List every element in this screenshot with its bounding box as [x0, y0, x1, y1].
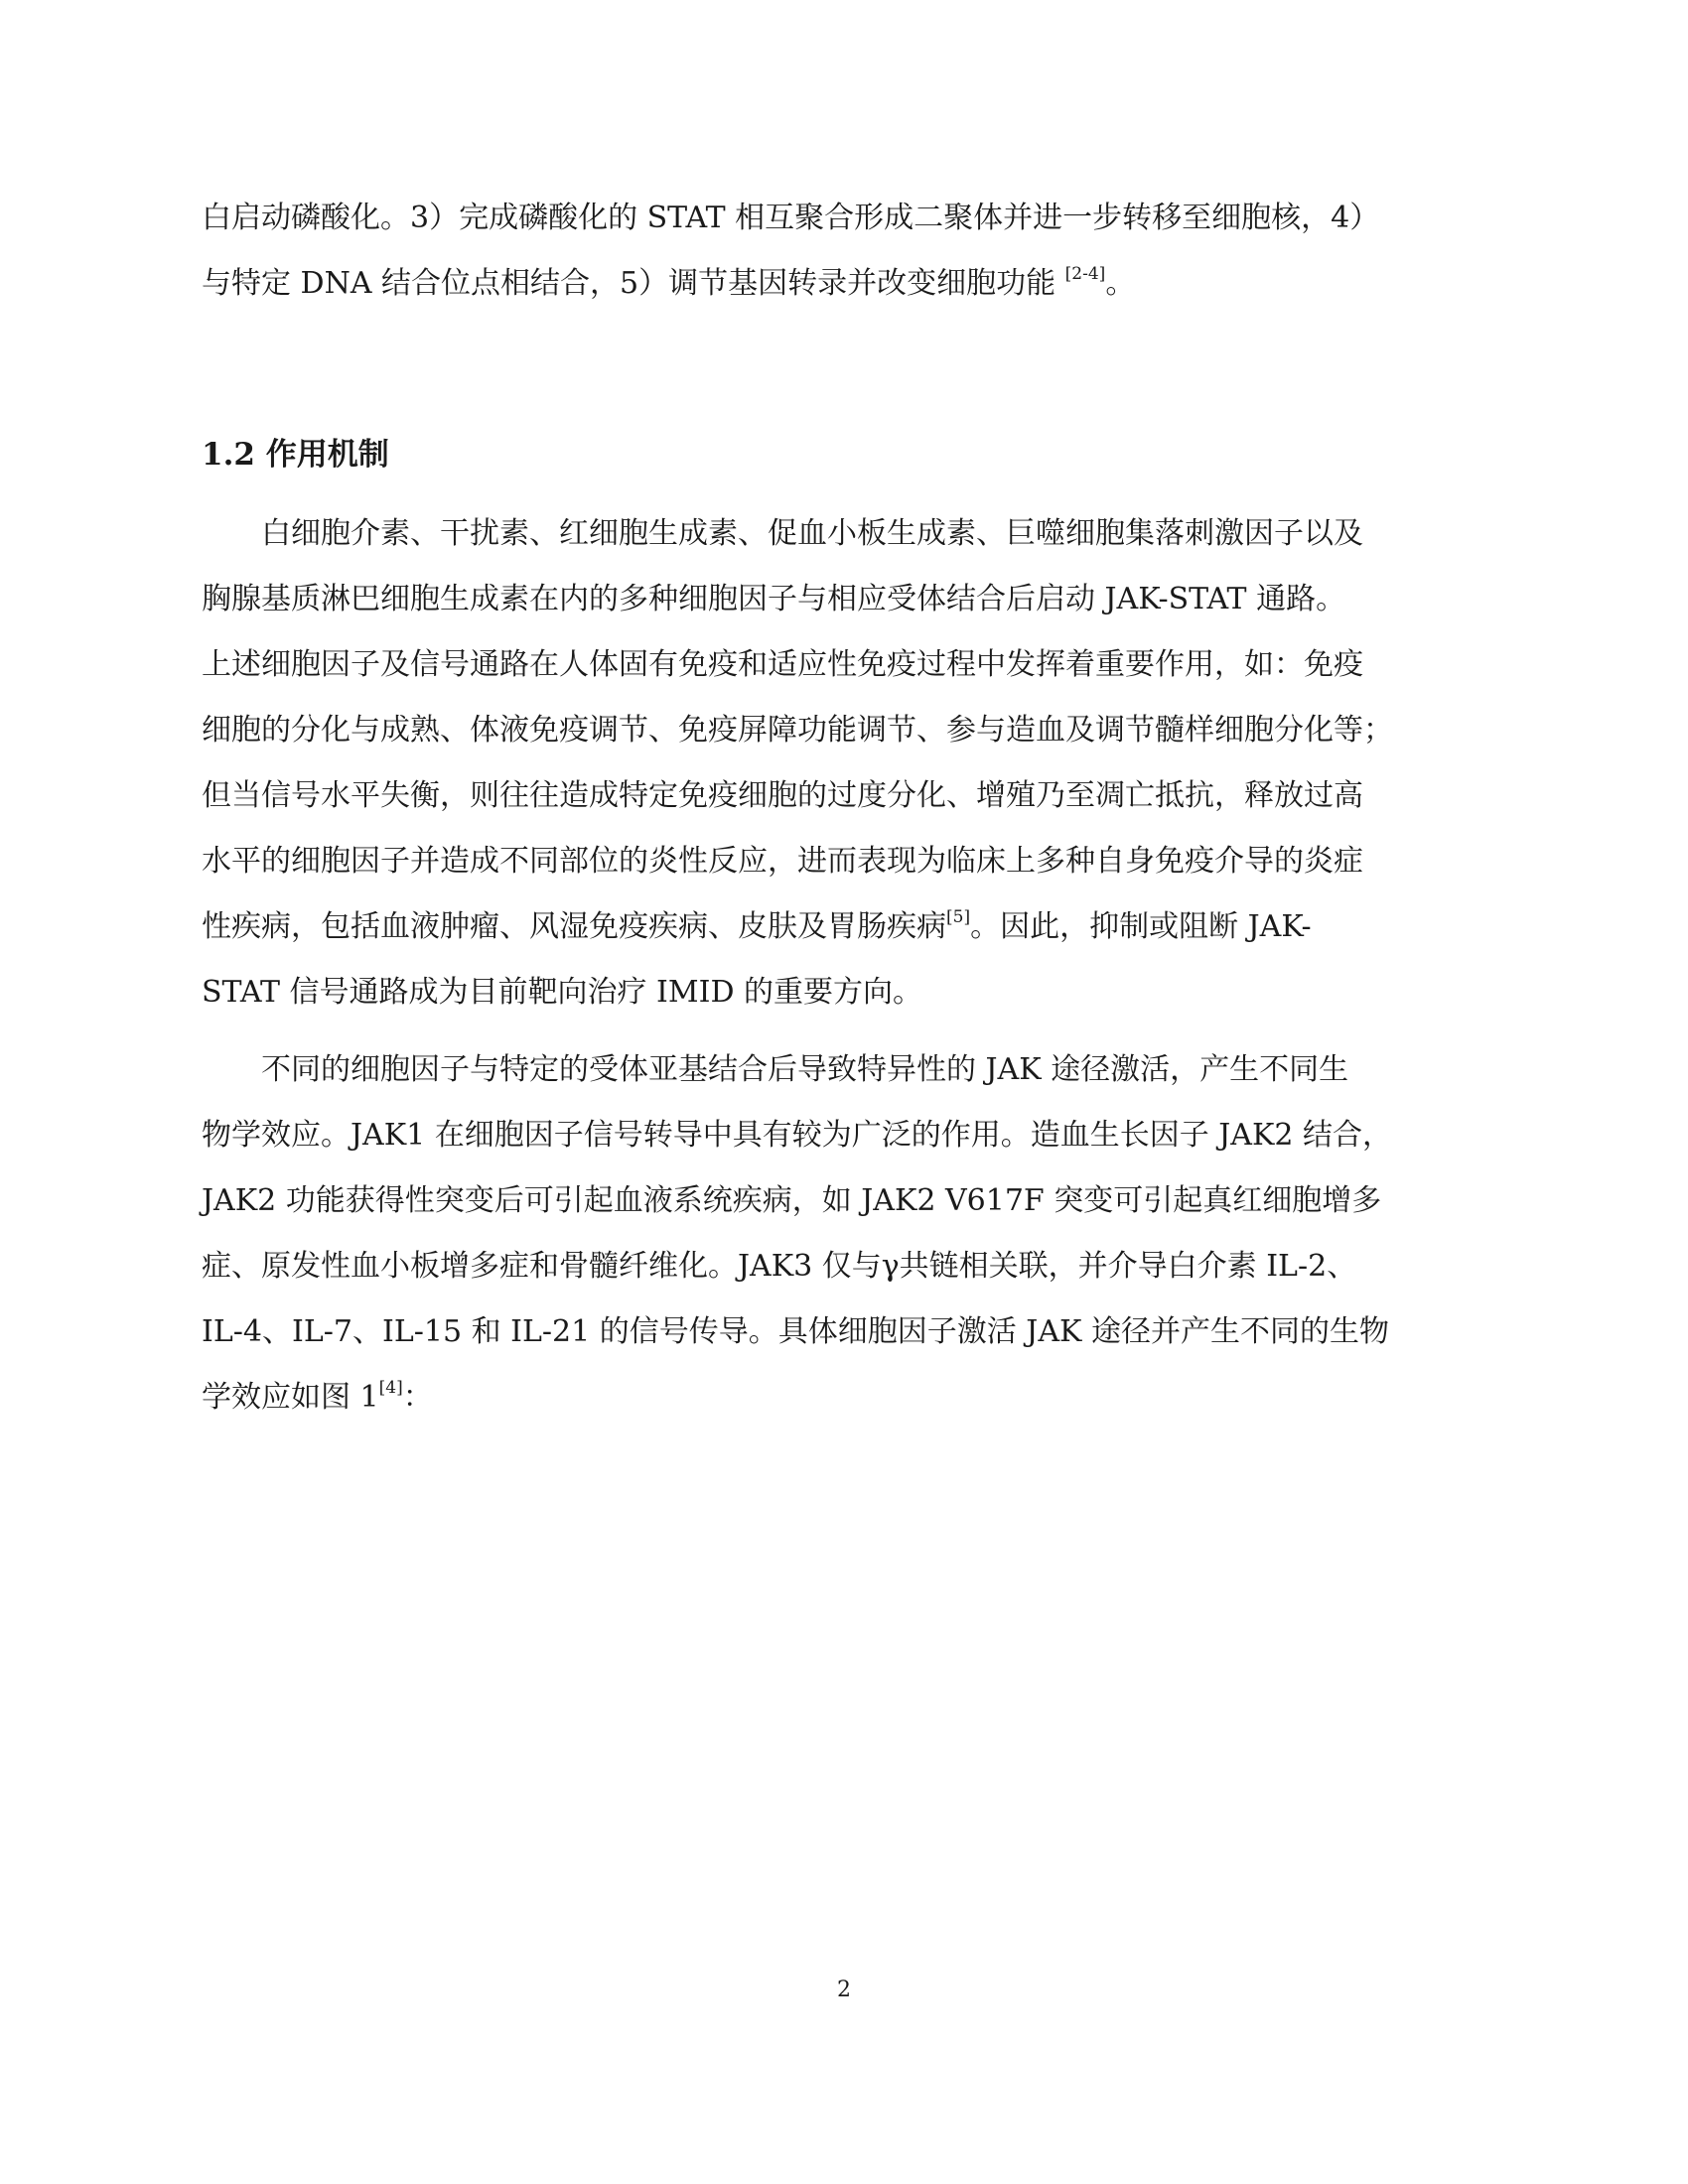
types-line-4: 症、原发性血小板增多症和骨髓纤维化。JAK3 仅与γ共链相关联，并介导白介素 IL-2、 [202, 1249, 1357, 1284]
mechanism-line-8: STAT 信号通路成为目前靶向治疗 IMID 的重要方向。 [202, 975, 923, 1010]
types-line-6 [202, 1365, 1502, 1431]
page-number: 2 [837, 1978, 851, 2002]
intro-line-2-text: 与特定 DNA 结合位点相结合，5）调节基因转录并改变细胞功能 [202, 266, 1065, 301]
types-line-3: JAK2 功能获得性突变后可引起血液系统疾病，如 JAK2 V617F 突变可引起真红细胞增多 [202, 1183, 1382, 1218]
intro-line-2-end: 。 [1105, 266, 1136, 301]
types-line-5: IL-4、IL-7、IL-15 和 IL-21 的信号传导。具体细胞因子激活 JAK 途径并产生不同的生物 [202, 1314, 1389, 1349]
mechanism-paragraph [202, 501, 1502, 1025]
mechanism-line-4: 细胞的分化与成熟、体液免疫调节、免疫屏障功能调节、参与造血及调节髓样细胞分化等； [202, 713, 1393, 748]
mechanism-line-6: 水平的细胞因子并造成不同部位的炎性反应，进而表现为临床上多种自身免疫介导的炎症 [202, 844, 1363, 879]
section-heading: 1.2 作用机制 [202, 437, 389, 473]
mechanism-line-7-text: 性疾病，包括血液肿瘤、风湿免疫疾病、皮肤及胃肠疾病 [202, 909, 946, 944]
intro-paragraph [202, 186, 1502, 317]
intro-line-1: 白启动磷酸化。3）完成磷酸化的 STAT 相互聚合形成二聚体并进一步转移至细胞核，4） [202, 201, 1380, 235]
mechanism-line-5: 但当信号水平失衡，则往往造成特定免疫细胞的过度分化、增殖乃至凋亡抵抗，释放过高 [202, 778, 1363, 813]
types-line-6-end: ： [402, 1380, 433, 1415]
intro-line-2 [202, 251, 1502, 317]
mechanism-line-7 [202, 894, 1502, 960]
citation-4: [4] [378, 1378, 403, 1398]
types-line-2: 物学效应。JAK1 在细胞因子信号转导中具有较为广泛的作用。造血生长因子 JAK2 结合， [202, 1118, 1392, 1153]
mechanism-line-7-end: 。因此，抑制或阻断 JAK- [970, 909, 1312, 944]
mechanism-line-3: 上述细胞因子及信号通路在人体固有免疫和适应性免疫过程中发挥着重要作用，如：免疫 [202, 647, 1363, 682]
citation-5: [5] [946, 907, 971, 927]
mechanism-line-2: 胸腺基质淋巴细胞生成素在内的多种细胞因子与相应受体结合后启动 JAK-STAT 通路。 [202, 582, 1346, 616]
types-line-6-text: 学效应如图 1 [202, 1380, 379, 1415]
mechanism-line-1: 白细胞介素、干扰素、红细胞生成素、促血小板生成素、巨噬细胞集落刺激因子以及 [261, 516, 1363, 551]
jak-types-paragraph [202, 1037, 1502, 1431]
citation-2-4: [2-4] [1064, 264, 1106, 284]
types-line-1: 不同的细胞因子与特定的受体亚基结合后导致特异性的 JAK 途径激活，产生不同生 [261, 1052, 1349, 1087]
